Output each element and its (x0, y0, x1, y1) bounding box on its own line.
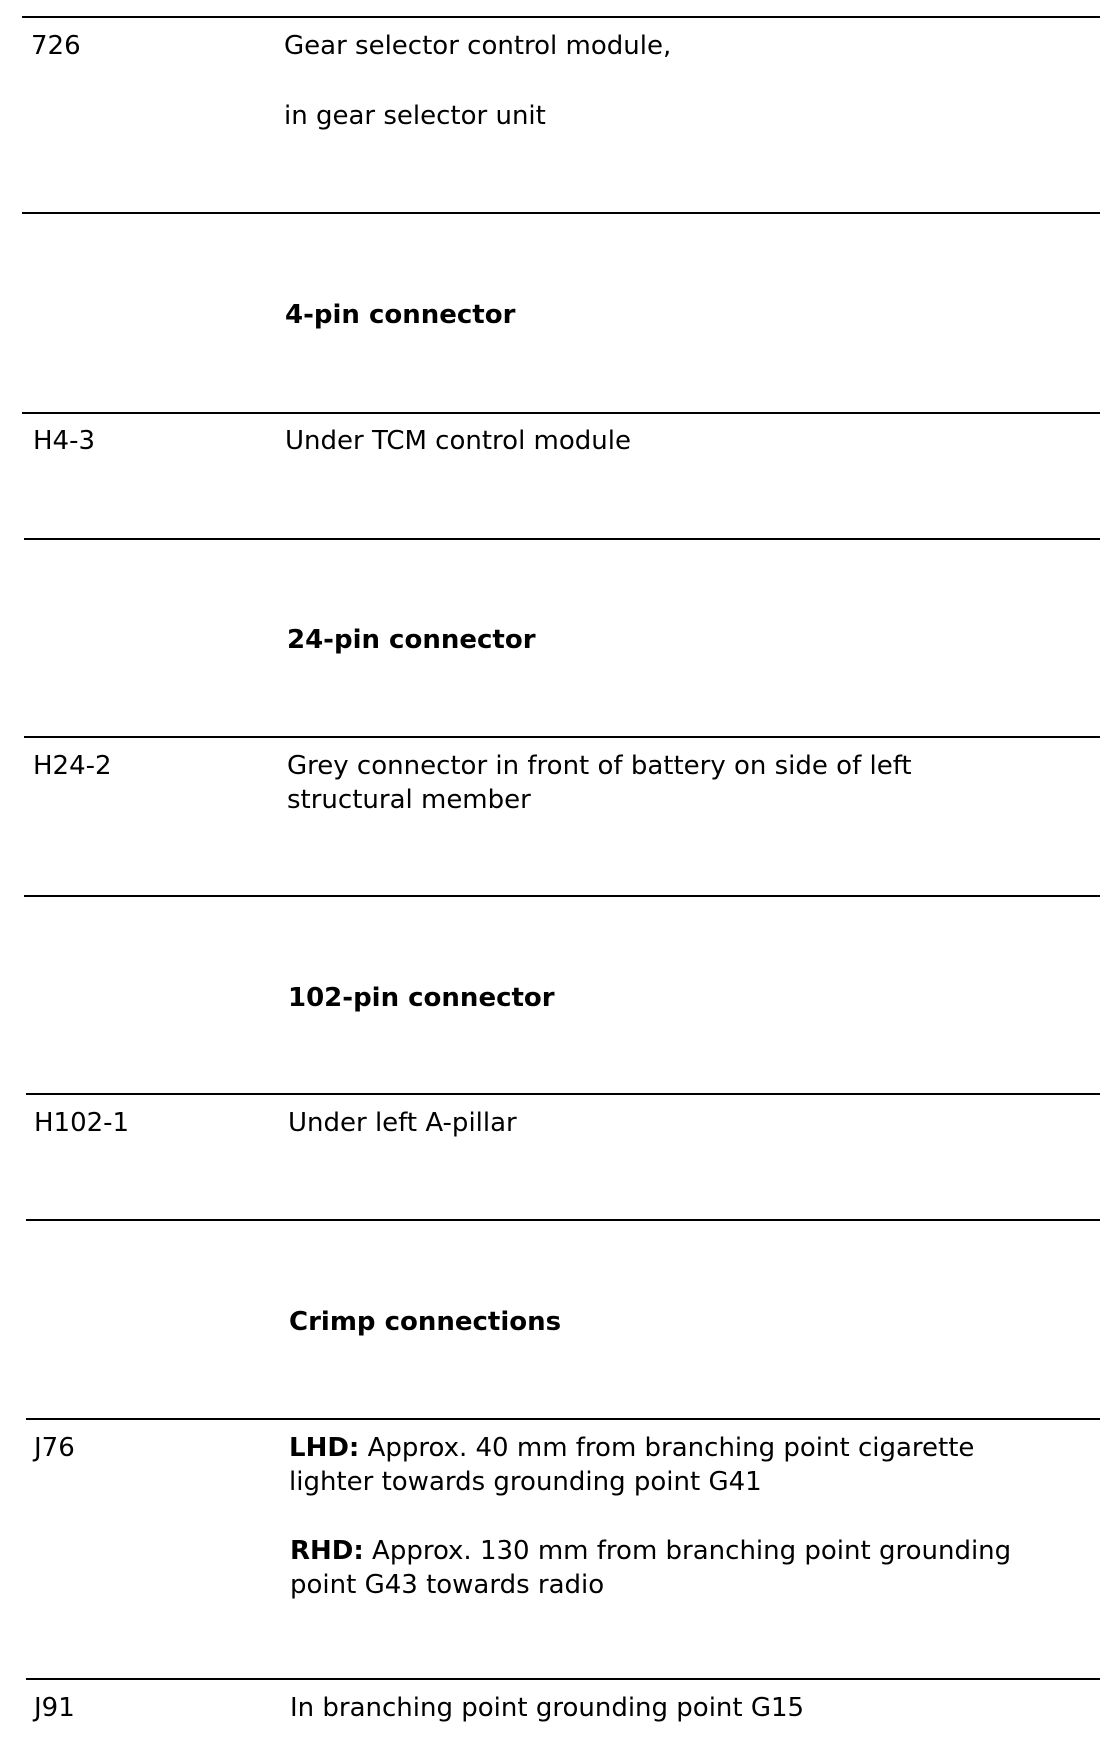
section-heading: 102-pin connector (288, 983, 555, 1013)
lhd-description-continued: lighter towards grounding point G41 (289, 1467, 762, 1497)
rhd-text: Approx. 130 mm from branching point grounding (363, 1536, 1012, 1566)
component-description: Gear selector control module, (284, 31, 672, 61)
row-divider (26, 1678, 1100, 1680)
lhd-description (289, 1431, 974, 1465)
row-divider (22, 16, 1100, 18)
row-divider (24, 538, 1100, 540)
component-code: H24-2 (33, 751, 112, 781)
row-divider (26, 1418, 1100, 1420)
component-code: J91 (34, 1693, 75, 1723)
component-code: H4-3 (33, 426, 96, 456)
component-description: Under TCM control module (285, 426, 631, 456)
component-description: Under left A-pillar (288, 1108, 517, 1138)
rhd-description-continued: point G43 towards radio (290, 1570, 605, 1600)
section-heading: 4-pin connector (285, 300, 516, 330)
component-description: in gear selector unit (284, 101, 546, 131)
component-description: Grey connector in front of battery on side of left (287, 751, 912, 781)
component-description: In branching point grounding point G15 (290, 1693, 805, 1723)
component-code: H102-1 (34, 1108, 130, 1138)
component-code: 726 (31, 31, 81, 61)
lhd-label: LHD: (289, 1433, 360, 1463)
section-heading: Crimp connections (289, 1307, 562, 1337)
component-description: structural member (287, 785, 531, 815)
section-heading: 24-pin connector (287, 625, 536, 655)
lhd-text: Approx. 40 mm from branching point cigarette (359, 1433, 975, 1463)
rhd-description (290, 1534, 1011, 1568)
row-divider (26, 1219, 1100, 1221)
rhd-label: RHD: (290, 1536, 364, 1566)
row-divider (22, 212, 1100, 214)
row-divider (24, 736, 1100, 738)
component-code: J76 (34, 1433, 75, 1463)
row-divider (26, 1093, 1100, 1095)
row-divider (24, 895, 1100, 897)
row-divider (22, 412, 1100, 414)
